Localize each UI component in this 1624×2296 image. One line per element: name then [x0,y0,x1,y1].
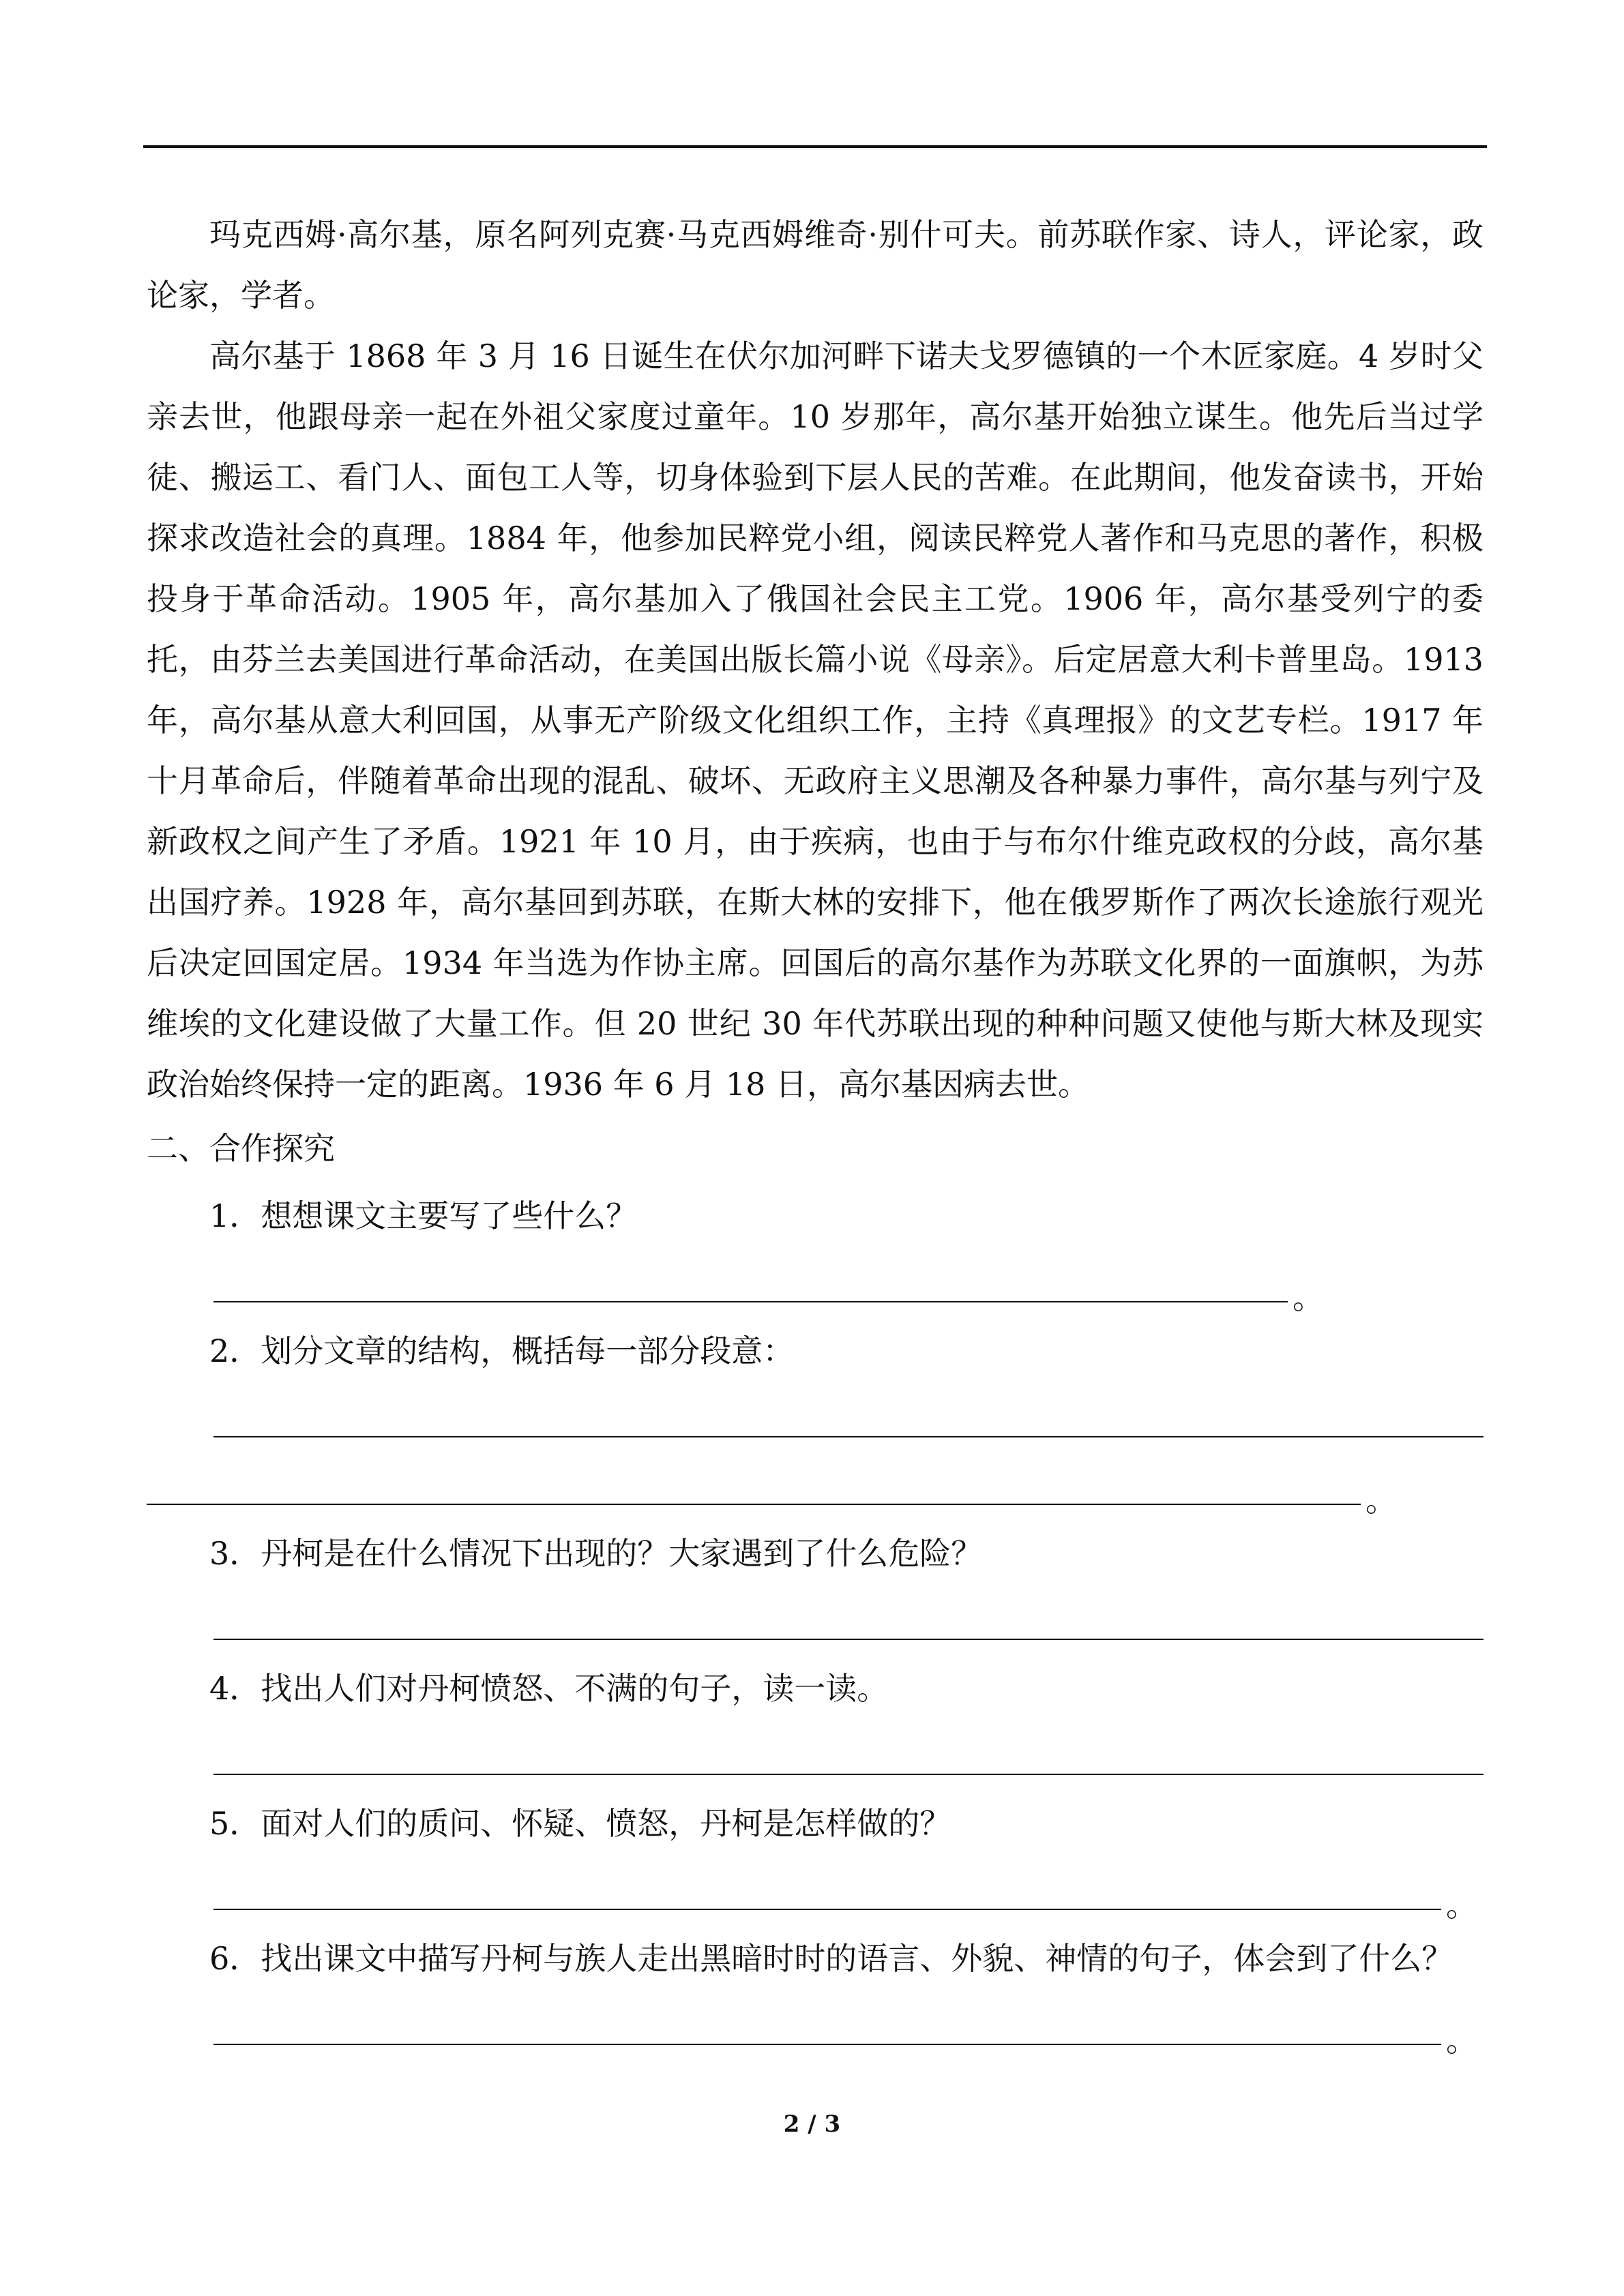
answer-line-6[interactable] [147,1993,1483,2060]
answer-line-3[interactable] [147,1587,1483,1655]
answer-underline [213,1639,1483,1640]
intro-paragraph-1: 玛克西姆·高尔基，原名阿列克赛·马克西姆维奇·别什可夫。前苏联作家、诗人，评论家，政论家，学者。 [147,216,1483,314]
answer-underline [213,1436,1483,1437]
question-6: 6．找出课文中描写丹柯与族人走出黑暗时时的语言、外貌、神情的句子，体会到了什么？ [209,1940,1453,1977]
question-2: 2．划分文章的结构，概括每一部分段意： [209,1332,795,1369]
question-4: 4．找出人们对丹柯愤怒、不满的句子，读一读。 [209,1670,889,1707]
answer-period: 。 [1446,2022,1477,2059]
answer-underline [213,1301,1288,1302]
question-1: 1．想想课文主要写了些什么？ [209,1197,638,1234]
answer-underline [213,1774,1483,1775]
question-5: 5．面对人们的质问、怀疑、愤怒，丹柯是怎样做的？ [209,1805,951,1842]
answer-period: 。 [1365,1482,1397,1519]
section-heading: 二、合作探究 [147,1130,335,1167]
answer-line-5[interactable] [147,1858,1483,1925]
question-3: 3．丹柯是在什么情况下出现的？大家遇到了什么危险？ [209,1535,983,1572]
answer-underline [213,2044,1441,2045]
answer-underline [147,1504,1361,1505]
intro-paragraph-2: 高尔基于 1868 年 3 月 16 日诞生在伏尔加河畔下诺夫戈罗德镇的一个木匠家庭。4 岁时父亲去世，他跟母亲一起在外祖父家度过童年。10 岁那年，高尔基开始独立谋生。他先后当过学徒、搬运工、看门人、面包工人等，切身体验到下层人民的苦难。在此期间，他发奋读书，开始探求改造社会的真理。1884 年，他参加民粹党小组，阅读民粹党人著作和马克思的著作，积极投身于革命活动。1905 年，高尔基加入了俄国社会民主工党。1906 年，高尔基受列宁的委托，由芬兰去美国进行革命活动，在美国出版长篇小说《母亲》。后定居意大利卡普里岛。1913 年，高尔基从意大利回国，从事无产阶级文化组织工作，主持《真理报》的文艺专栏。1917 年十月革命后，伴随着革命出现的混乱、破坏、无政府主义思潮及各种暴力事件，高尔基与列宁及新政权之间产生了矛盾。1921 年 10 月，由于疾病，也由于与布尔什维克政权的分歧，高尔基出国疗养。1928 年，高尔基回到苏联，在斯大林的安排下，他在俄罗斯作了两次长途旅行观光后决定回国定居。1934 年当选为作协主席。回国后的高尔基作为苏联文化界的一面旗帜，为苏维埃的文化建设做了大量工作。但 20 世纪 30 年代苏联出现的种种问题又使他与斯大林及现实政治始终保持一定的距离。1936 年 6 月 18 日，高尔基因病去世。 [147,338,1483,1103]
page-number: 2 / 3 [783,2111,841,2138]
answer-underline [213,1909,1441,1910]
answer-line-2a[interactable] [147,1385,1483,1452]
answer-line-2b[interactable] [147,1452,1483,1520]
worksheet-body [147,205,1483,2060]
answer-line-4[interactable] [147,1723,1483,1790]
answer-line-1[interactable] [147,1250,1483,1317]
header-rule [143,145,1487,148]
answer-period: 。 [1446,1887,1477,1924]
answer-period: 。 [1293,1279,1324,1316]
